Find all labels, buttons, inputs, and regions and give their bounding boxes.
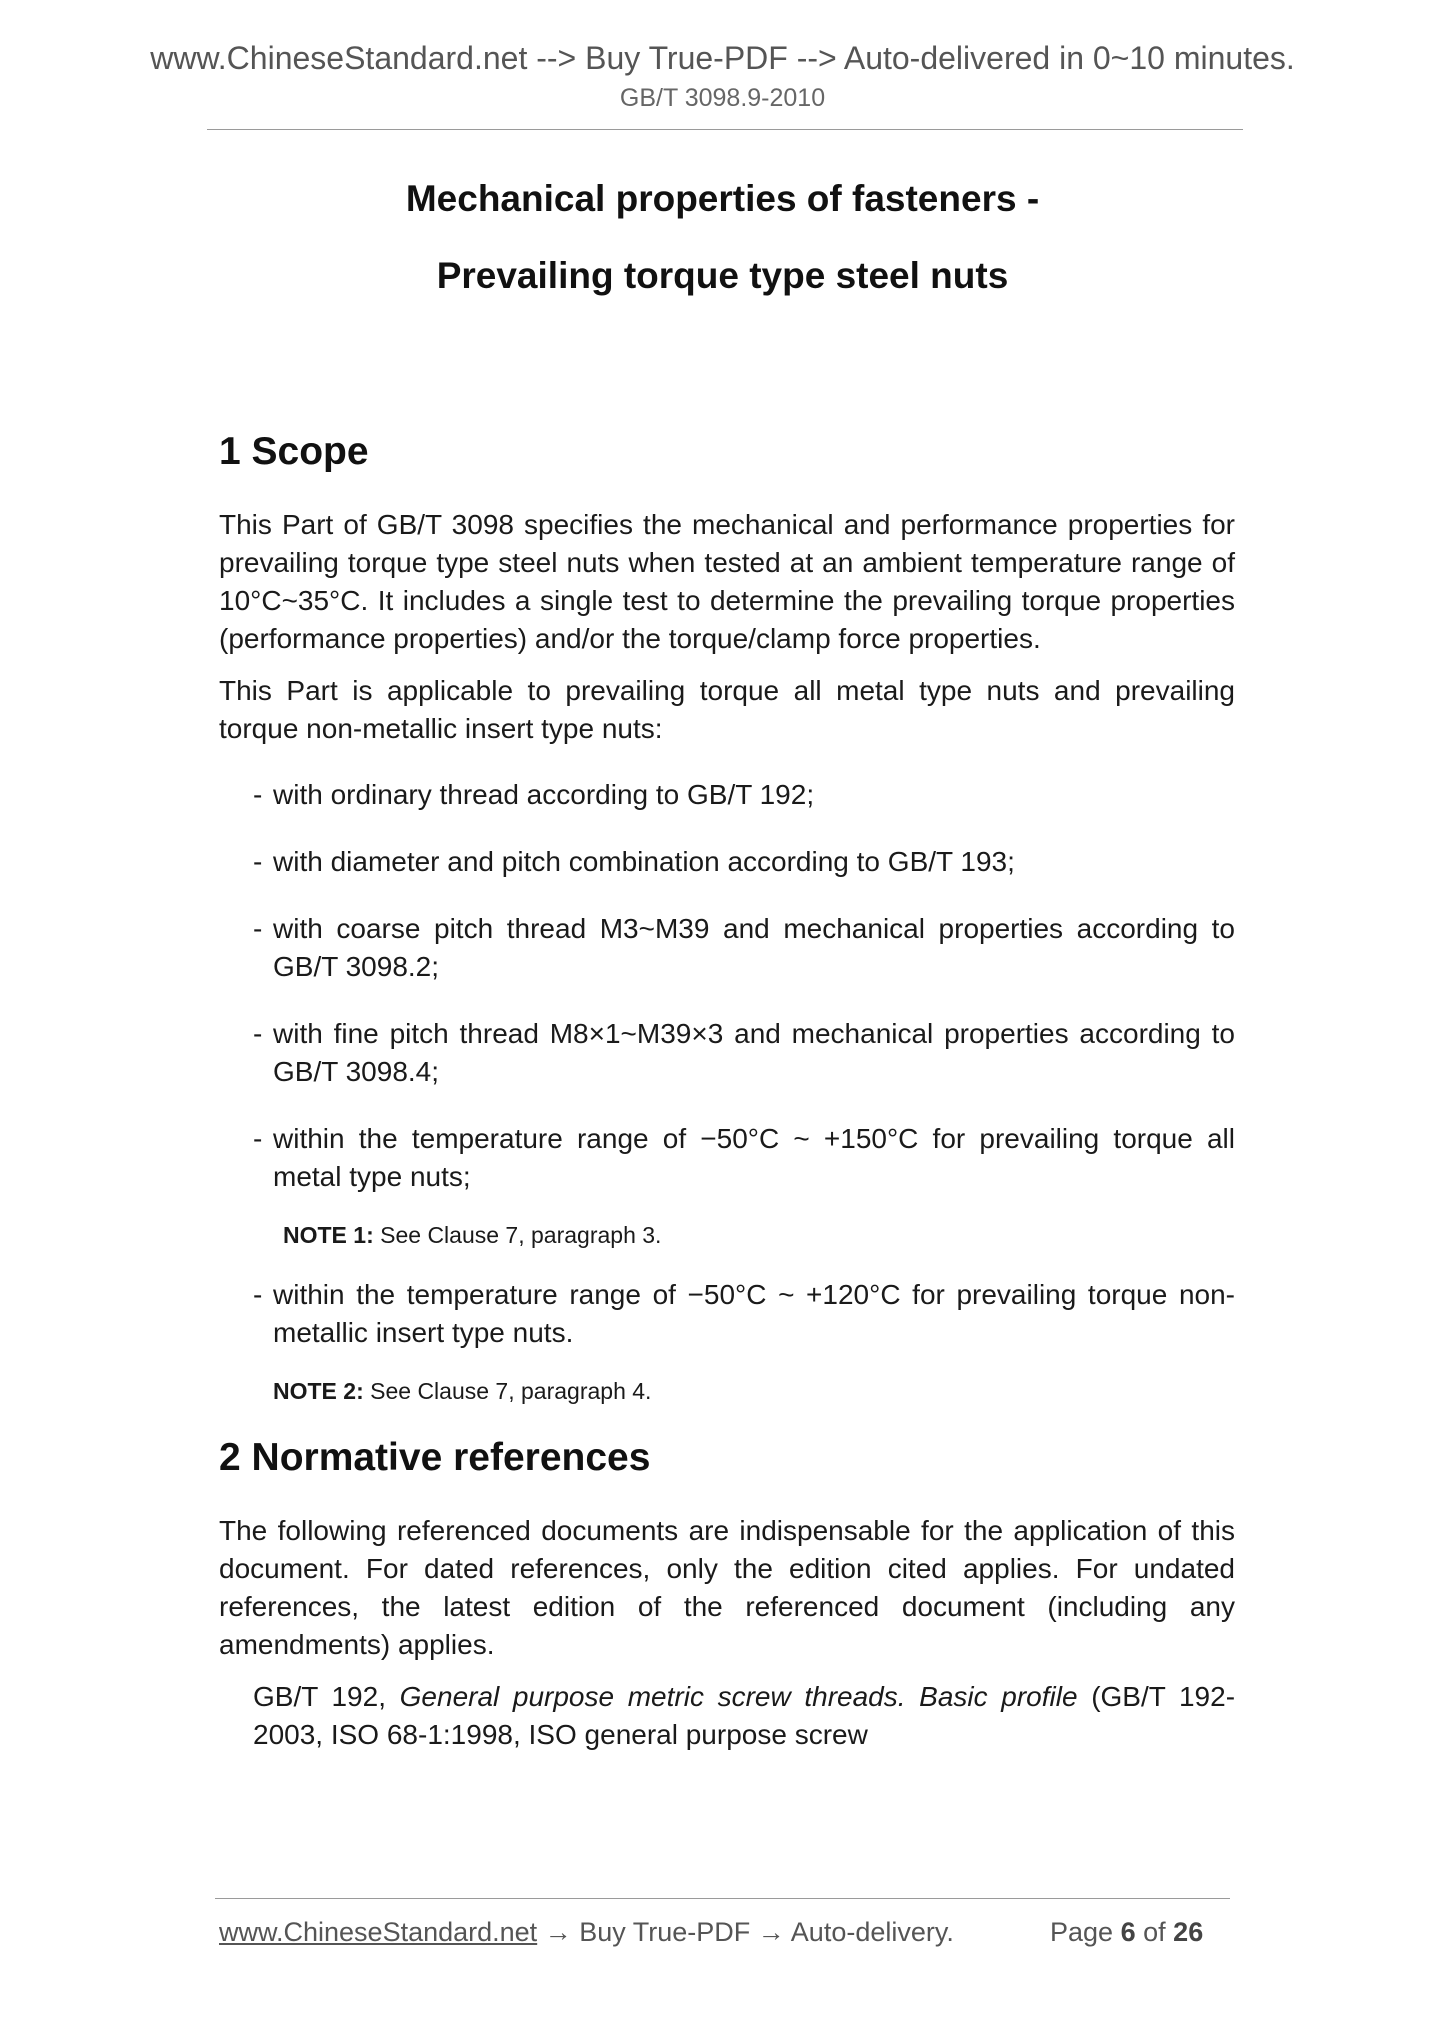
footer-divider: [215, 1898, 1230, 1899]
note-2: [273, 1376, 1235, 1406]
page-label: Page: [1050, 1917, 1114, 1947]
bullet-dash: -: [253, 1279, 263, 1310]
list-item: [253, 910, 1235, 986]
page-total: 26: [1173, 1917, 1204, 1947]
document-title-line2: Prevailing torque type steel nuts: [436, 255, 1009, 296]
footer-auto-text: Auto-delivery.: [790, 1917, 954, 1947]
document-body: [219, 430, 1235, 1754]
scope-paragraph-1: This Part of GB/T 3098 specifies the mechanical and performance properties for prevailing torque type steel nuts when tested at an ambient temperature range of 10°C~35°C. It includes a single test to determine the prevailing torque properties (performance properties) and/or the torque/clamp force properties.: [219, 509, 1235, 654]
list-item: [253, 843, 1235, 881]
note-1: [283, 1220, 1235, 1250]
list-item-text: with fine pitch thread M8×1~M39×3 and mechanical properties according to GB/T 3098.4;: [273, 1018, 1235, 1087]
bullet-dash: -: [253, 1018, 263, 1049]
of-label: of: [1143, 1917, 1166, 1947]
footer-buy-text: Buy True-PDF: [579, 1917, 751, 1947]
reference-details: (GB/T 192-2003, ISO 68-1:1998, ISO general purpose screw: [253, 1681, 1236, 1750]
bullet-dash: -: [253, 1123, 263, 1154]
references-paragraph: The following referenced documents are indispensable for the application of this document. For dated references, only the edition cited applies. For undated references, the latest edition of the referenced document (including any amendments) applies.: [219, 1515, 1235, 1660]
list-item-text: within the temperature range of −50°C ~ +120°C for prevailing torque non-metallic insert type nuts.: [273, 1279, 1235, 1348]
list-item-text: with ordinary thread according to GB/T 192;: [273, 779, 815, 810]
bullet-dash: -: [253, 846, 263, 877]
document-title-line1: Mechanical properties of fasteners -: [405, 178, 1040, 219]
footer-promo: [219, 1917, 954, 1948]
note-2-text: See Clause 7, paragraph 4.: [370, 1378, 652, 1404]
list-item-text: with diameter and pitch combination according to GB/T 193;: [273, 846, 1015, 877]
footer-site-link[interactable]: www.ChineseStandard.net: [219, 1917, 538, 1947]
bullet-dash: -: [253, 913, 263, 944]
reference-entry: [253, 1678, 1235, 1754]
list-item-text: within the temperature range of −50°C ~ +150°C for prevailing torque all metal type nuts;: [273, 1123, 1235, 1192]
arrow-right-icon: →: [757, 1917, 785, 1947]
page-number: 6: [1120, 1917, 1136, 1947]
note-2-label: NOTE 2:: [273, 1378, 364, 1404]
header-doc-id: GB/T 3098.9-2010: [619, 84, 826, 112]
list-item: [253, 776, 1235, 814]
reference-code: GB/T 192,: [253, 1681, 386, 1712]
list-item-text: with coarse pitch thread M3~M39 and mechanical properties according to GB/T 3098.2;: [273, 913, 1235, 982]
bullet-dash: -: [253, 779, 263, 810]
reference-title: General purpose metric screw threads. Basic profile: [399, 1681, 1078, 1712]
note-1-label: NOTE 1:: [283, 1222, 374, 1248]
arrow-right-icon: →: [544, 1917, 572, 1947]
list-item: [253, 1276, 1235, 1352]
scope-paragraph-2: This Part is applicable to prevailing torque all metal type nuts and prevailing torque non-metallic insert type nuts:: [219, 675, 1235, 744]
section-1-heading: 1 Scope: [219, 430, 369, 473]
list-item: [253, 1120, 1235, 1196]
header-divider: [207, 129, 1243, 130]
header-banner[interactable]: www.ChineseStandard.net --> Buy True-PDF --> Auto-delivered in 0~10 minutes.: [150, 40, 1295, 76]
note-1-text: See Clause 7, paragraph 3.: [380, 1222, 662, 1248]
page-counter: [1050, 1917, 1203, 1948]
list-item: [253, 1015, 1235, 1091]
section-2-heading: 2 Normative references: [219, 1436, 651, 1479]
